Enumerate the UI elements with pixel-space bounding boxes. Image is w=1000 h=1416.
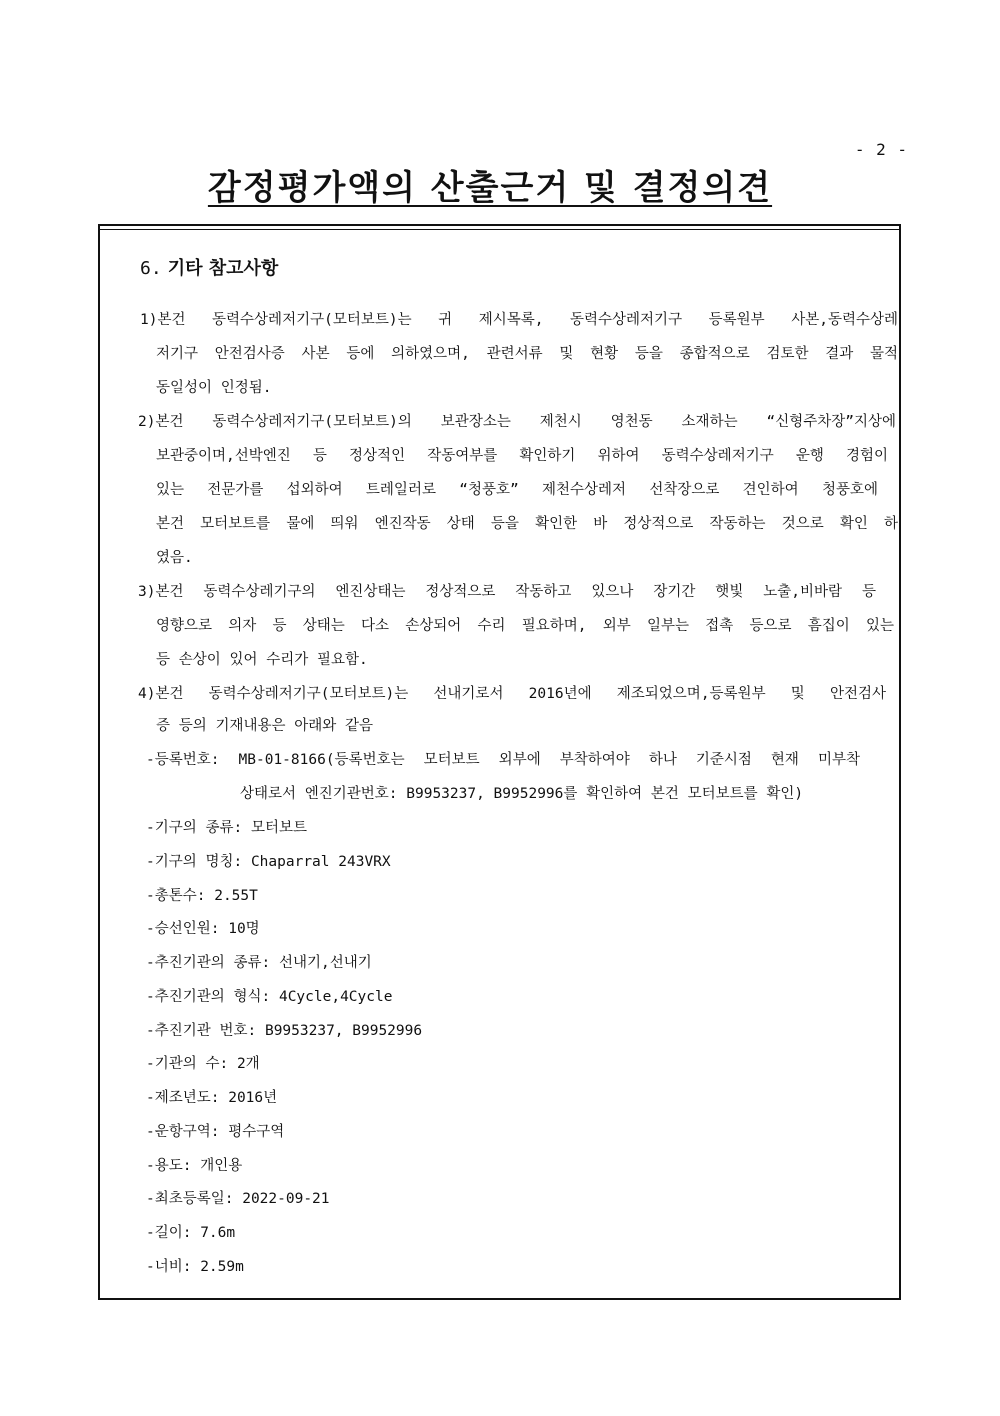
paragraph-1-line-3: 동일성이 인정됨. bbox=[156, 380, 272, 396]
detail-item: -용도: 개인용 bbox=[146, 1158, 243, 1174]
detail-item: -길이: 7.6m bbox=[146, 1225, 236, 1241]
detail-item: -제조년도: 2016년 bbox=[146, 1090, 278, 1106]
paragraph-4-line-1: 4)본건 동력수상레저기구(모터보트)는 선내기로서 2016년에 제조되었으며,등록원부 및 안전검사 bbox=[138, 686, 886, 702]
detail-item: -추진기관의 형식: 4Cycle,4Cycle bbox=[146, 989, 393, 1005]
content-box bbox=[98, 224, 901, 1300]
section-number: 6. bbox=[140, 258, 162, 279]
paragraph-2-line-4: 본건 모터보트를 물에 띄워 엔진작동 상태 등을 확인한 바 정상적으로 작동하는 것으로 확인 하 bbox=[156, 516, 898, 532]
paragraph-2-line-5: 였음. bbox=[156, 550, 193, 566]
detail-item: -기구의 종류: 모터보트 bbox=[146, 820, 307, 836]
paragraph-4-line-2: 증 등의 기재내용은 아래와 같음 bbox=[156, 718, 374, 734]
paragraph-2-line-2: 보관중이며,선박엔진 등 정상적인 작동여부를 확인하기 위하여 동력수상레저기구 운행 경험이 bbox=[156, 448, 888, 464]
page-title bbox=[0, 160, 980, 209]
paragraph-2-line-3: 있는 전문가를 섭외하여 트레일러로 “청풍호” 제천수상레저 선착장으로 견인하여 청풍호에 bbox=[156, 482, 878, 498]
detail-item: -추진기관의 종류: 선내기,선내기 bbox=[146, 955, 372, 971]
detail-item: -승선인원: 10명 bbox=[146, 921, 260, 937]
detail-item: -기관의 수: 2개 bbox=[146, 1056, 260, 1072]
page-number: - 2 - bbox=[854, 140, 908, 159]
detail-item: -너비: 2.59m bbox=[146, 1259, 244, 1275]
paragraph-3-line-3: 등 손상이 있어 수리가 필요함. bbox=[156, 652, 368, 668]
paragraph-3-line-2: 영향으로 의자 등 상태는 다소 손상되어 수리 필요하며, 외부 일부는 접촉 등으로 흠집이 있는 bbox=[156, 618, 894, 634]
paragraph-1-line-2: 저기구 안전검사증 사본 등에 의하였으며, 관련서류 및 현황 등을 종합적으로 검토한 결과 물적 bbox=[156, 346, 898, 362]
detail-item: -추진기관 번호: B9953237, B9952996 bbox=[146, 1023, 423, 1039]
detail-item: -최초등록일: 2022-09-21 bbox=[146, 1191, 330, 1207]
registration-line-2: 상태로서 엔진기관번호: B9953237, B9952996를 확인하여 본건 모터보트를 확인) bbox=[240, 786, 804, 802]
section-title: 기타 참고사항 bbox=[167, 258, 279, 279]
section-heading bbox=[140, 254, 278, 280]
detail-item: -운항구역: 평수구역 bbox=[146, 1124, 285, 1140]
paragraph-2-line-1: 2)본건 동력수상레저기구(모터보트)의 보관장소는 제천시 영천동 소재하는 “신형주차장”지상에 bbox=[138, 414, 896, 430]
registration-line-1: -등록번호: MB-01-8166(등록번호는 모터보트 외부에 부착하여야 하나 기준시점 현재 미부착 bbox=[146, 752, 860, 768]
page-title-text: 감정평가액의 산출근거 및 결정의견 bbox=[207, 168, 773, 208]
detail-item: -기구의 명칭: Chaparral 243VRX bbox=[146, 854, 391, 870]
paragraph-1-line-1: 1)본건 동력수상레저기구(모터보트)는 귀 제시목록, 동력수상레저기구 등록원부 사본,동력수상레 bbox=[140, 312, 898, 328]
detail-item: -총톤수: 2.55T bbox=[146, 888, 258, 904]
paragraph-3-line-1: 3)본건 동력수상레기구의 엔진상태는 정상적으로 작동하고 있으나 장기간 햇빛 노출,비바람 등 bbox=[138, 584, 876, 600]
